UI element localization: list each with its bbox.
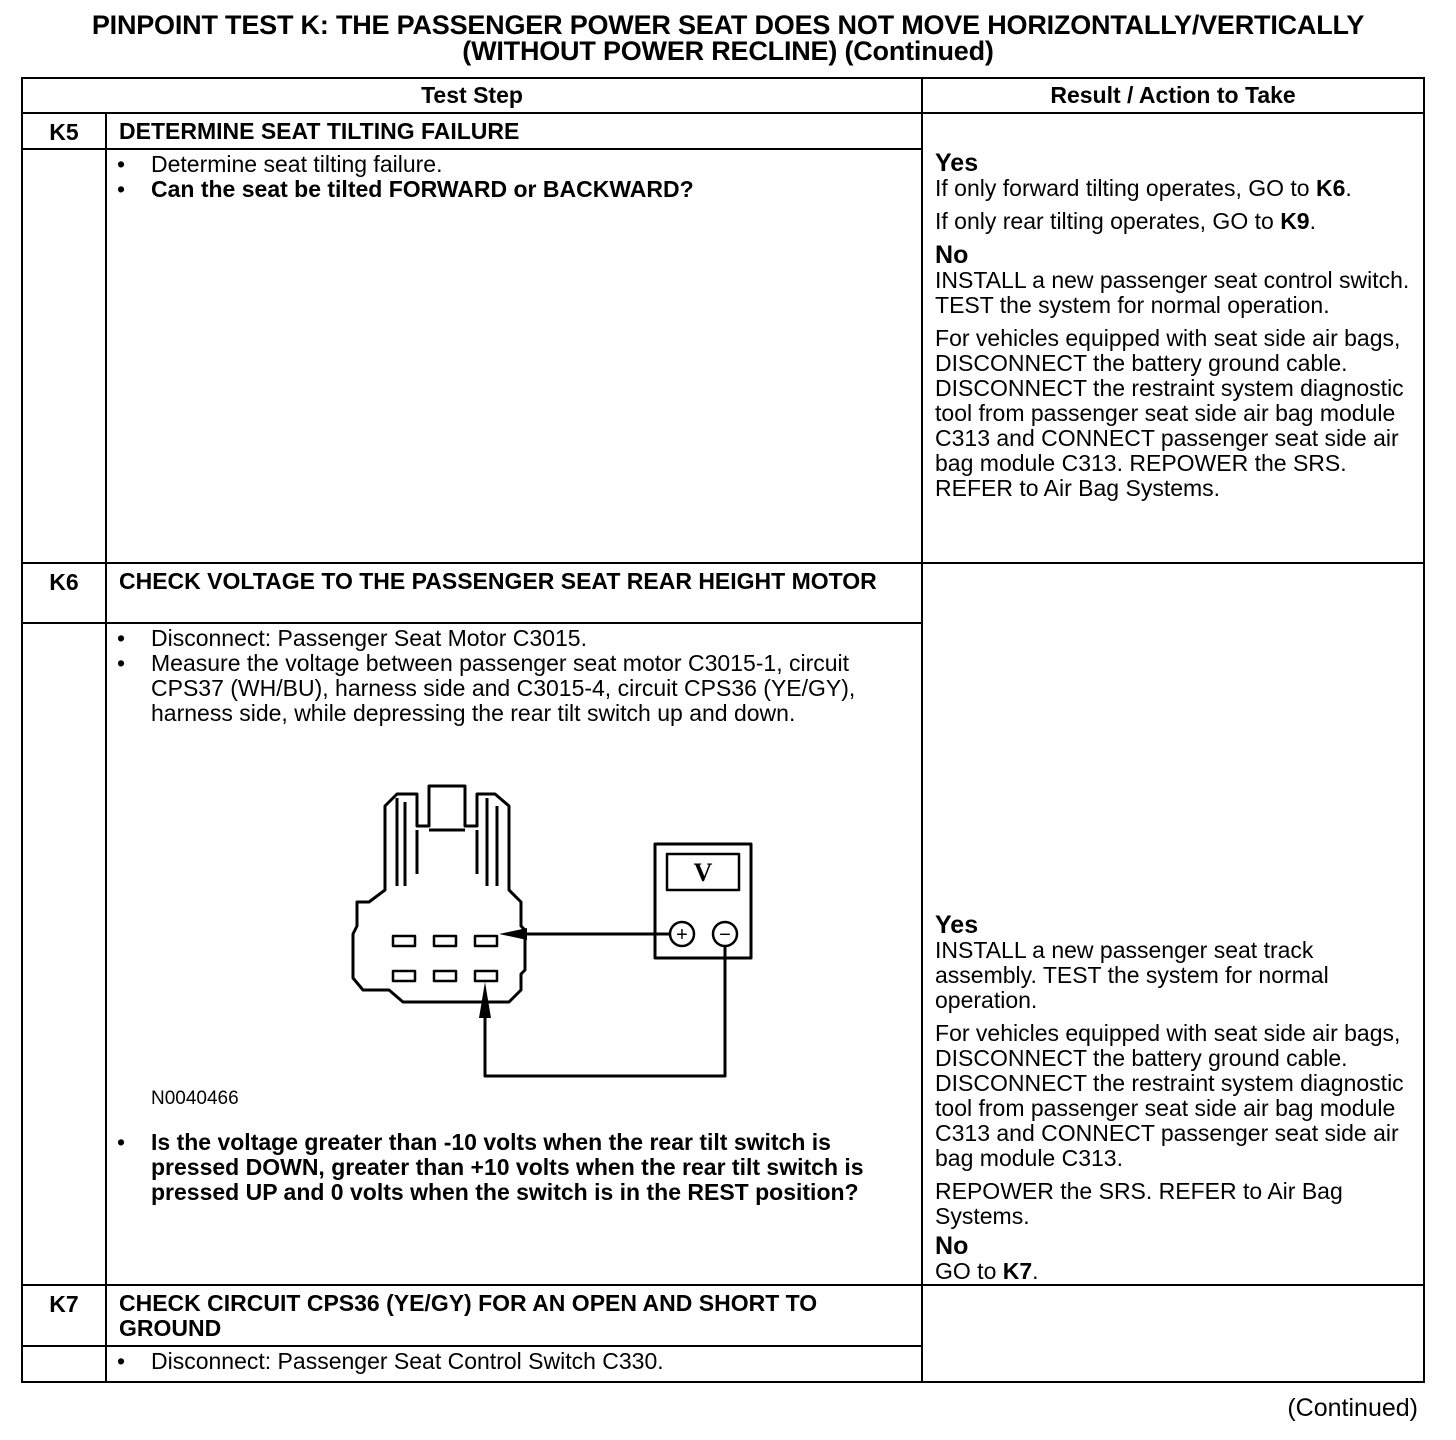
k6-id-spacer — [22, 623, 106, 1285]
k5-bullet-2: • Can the seat be tilted FORWARD or BACKWARD? — [117, 176, 694, 202]
k6-no-label: No — [935, 1232, 969, 1260]
svg-text:+: + — [676, 924, 688, 946]
k7-heading-row — [22, 1285, 1424, 1346]
k9-reference-link[interactable]: K9 — [1280, 208, 1310, 234]
k5-bullet-1: • Determine seat tilting failure. — [117, 151, 443, 177]
k7-result-cell — [922, 1285, 1424, 1382]
k6-step-body — [106, 623, 922, 1285]
header-test-step: Test Step — [22, 78, 922, 113]
k5-yes-label: Yes — [935, 149, 979, 177]
figure-code: N0040466 — [151, 1088, 239, 1109]
connector-housing — [353, 786, 525, 1002]
k7-id-spacer — [22, 1346, 106, 1382]
k6-step-id: K6 — [22, 563, 106, 623]
pinpoint-test-table — [21, 77, 1425, 1383]
k5-yes-line-1: If only forward tilting operates, GO to K6. — [935, 175, 1352, 201]
k7-step-heading: CHECK CIRCUIT CPS36 (YE/GY) FOR AN OPEN AND SHORT TO GROUND — [106, 1285, 922, 1346]
k5-id-spacer — [22, 149, 106, 563]
k7-reference-link[interactable]: K7 — [1002, 1258, 1033, 1284]
pin-cavity-top-1 — [393, 936, 415, 946]
pin-cavity-bottom-2 — [434, 971, 456, 981]
voltage-test-figure — [117, 726, 911, 1130]
k6-yes-paragraph-2: For vehicles equipped with seat side air bags, DISCONNECT the battery ground cable. DISCONNECT the restraint system diagnostic tool from passenger seat side air bag module C313 and CONNECT passenger seat side air bag module C313. — [935, 1020, 1404, 1171]
header-result-action: Result / Action to Take — [922, 78, 1424, 113]
k6-reference-link[interactable]: K6 — [1315, 175, 1346, 201]
pin-cavity-top-3 — [475, 936, 497, 946]
k5-no-paragraph-2: For vehicles equipped with seat side air bags, DISCONNECT the battery ground cable. DISCONNECT the restraint system diagnostic tool from passenger seat side air bag module C313 and CONNECT passenger seat side air bag module C313. REPOWER the SRS. REFER to Air Bag Systems. — [935, 325, 1404, 501]
k6-result-cell — [922, 563, 1424, 1285]
k5-step-body — [106, 149, 922, 563]
svg-text:−: − — [719, 924, 731, 946]
pin-cavity-top-2 — [434, 936, 456, 946]
k6-yes-paragraph-1: INSTALL a new passenger seat track assembly. TEST the system for normal operation. — [935, 937, 1329, 1013]
page-title — [0, 12, 1456, 64]
k5-heading-row — [22, 113, 1424, 149]
continued-note: (Continued) — [1287, 1394, 1418, 1422]
k6-bullet-2: • Measure the voltage between passenger seat motor C3015-1, circuit CPS37 (WH/BU), harness side and C3015-4, circuit CPS36 (YE/GY), harness side, while depressing the rear tilt switch up and down. — [117, 650, 856, 726]
k7-bullet-1: • Disconnect: Passenger Seat Control Switch C330. — [117, 1348, 664, 1374]
k6-yes-paragraph-3: REPOWER the SRS. REFER to Air Bag Systems. — [935, 1178, 1343, 1229]
title-line-1: PINPOINT TEST K: THE PASSENGER POWER SEAT DOES NOT MOVE HORIZONTALLY/VERTICALLY — [91, 10, 1365, 40]
k5-yes-line-2: If only rear tilting operates, GO to K9. — [935, 208, 1316, 234]
pin-cavity-bottom-1 — [393, 971, 415, 981]
k6-step-heading: CHECK VOLTAGE TO THE PASSENGER SEAT REAR HEIGHT MOTOR — [106, 563, 922, 623]
pin-cavity-bottom-3 — [475, 971, 497, 981]
k6-heading-row — [22, 563, 1424, 623]
voltmeter-label: V — [693, 858, 713, 887]
title-line-2: (WITHOUT POWER RECLINE) (Continued) — [462, 36, 994, 66]
k7-step-id: K7 — [22, 1285, 106, 1346]
k5-result-cell — [922, 113, 1424, 563]
k7-step-body — [106, 1346, 922, 1382]
k5-no-paragraph-1: INSTALL a new passenger seat control switch. TEST the system for normal operation. — [935, 267, 1410, 318]
k6-no-line: GO to K7. — [935, 1258, 1039, 1284]
k6-question: • Is the voltage greater than -10 volts when the rear tilt switch is pressed DOWN, greater than +10 volts when the rear tilt switch is pressed UP and 0 volts when the switch is in the REST position? — [117, 1129, 864, 1205]
table-header-row — [22, 78, 1424, 113]
k5-no-label: No — [935, 241, 969, 269]
k5-step-id: K5 — [22, 113, 106, 149]
k6-bullet-1: • Disconnect: Passenger Seat Motor C3015. — [117, 625, 587, 651]
connector-voltmeter-diagram — [117, 726, 913, 1130]
k6-yes-label: Yes — [935, 911, 979, 939]
negative-probe-lead — [485, 946, 725, 1076]
k5-step-heading: DETERMINE SEAT TILTING FAILURE — [106, 113, 922, 149]
